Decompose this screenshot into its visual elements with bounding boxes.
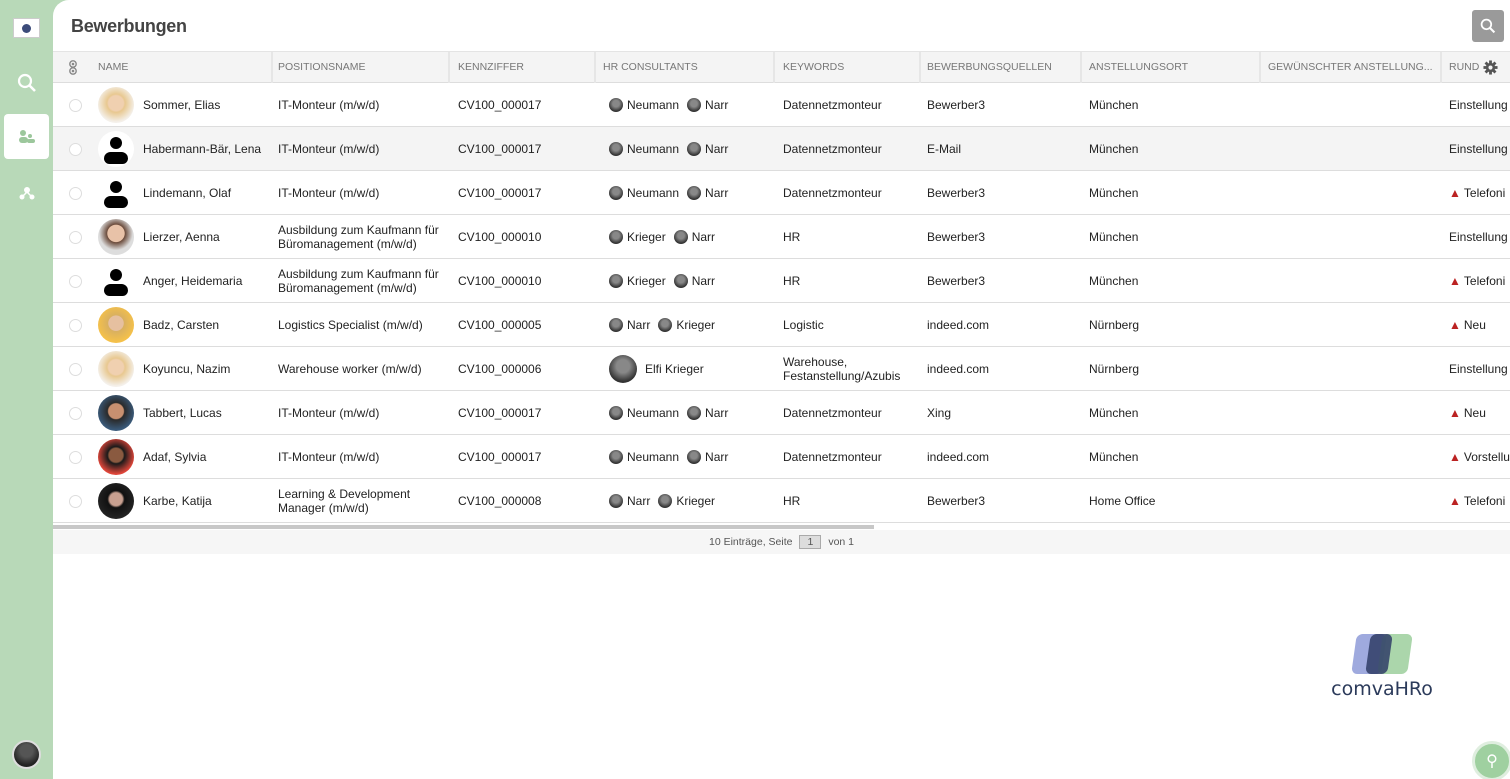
sidebar-applications-button[interactable]	[4, 114, 49, 159]
app-logo[interactable]	[13, 18, 40, 38]
consultant-chip	[609, 142, 679, 156]
round-status	[1449, 215, 1510, 258]
keywords: Datennetzmonteur	[783, 449, 882, 464]
round-status	[1449, 479, 1510, 522]
warning-icon: ▲	[1449, 405, 1461, 420]
consultant-chip	[609, 450, 679, 464]
round-status-label: Einstellung	[1449, 229, 1508, 244]
consultant-avatar	[609, 450, 623, 464]
warning-icon: ▲	[1449, 185, 1461, 200]
consultant-name: Krieger	[627, 229, 666, 244]
consultant-name: Narr	[627, 317, 651, 332]
row-select-radio[interactable]	[69, 407, 82, 420]
settings-gear-icon[interactable]	[1483, 60, 1499, 76]
applicant-name[interactable]: Adaf, Sylvia	[143, 449, 207, 464]
consultant-name: Krieger	[627, 273, 666, 288]
consultant-name: Krieger	[676, 317, 716, 332]
applicant-avatar	[98, 175, 134, 211]
consultant-chip	[687, 186, 728, 200]
consultant-avatar	[687, 406, 701, 420]
brand-logo	[1330, 630, 1434, 700]
location: München	[1089, 141, 1139, 156]
round-status-label: Einstellung	[1449, 97, 1508, 112]
kennziffer: CV100_000017	[458, 141, 542, 156]
column-header-5[interactable]: BEWERBUNGSQUELLEN	[920, 52, 1082, 83]
warning-icon: ▲	[1449, 493, 1461, 508]
column-header-0[interactable]: NAME	[98, 52, 273, 83]
consultant-chip	[609, 355, 704, 383]
applications-table	[53, 51, 1510, 523]
application-source: indeed.com	[927, 317, 990, 332]
table-row[interactable]	[53, 479, 1510, 523]
applicant-avatar	[98, 483, 134, 519]
table-row[interactable]	[53, 391, 1510, 435]
round-status-label: Neu	[1463, 405, 1486, 420]
round-status	[1449, 347, 1510, 390]
column-header-3[interactable]: HR CONSULTANTS	[596, 52, 775, 83]
applicant-avatar	[98, 219, 134, 255]
network-icon	[19, 186, 35, 200]
applicant-avatar	[98, 131, 134, 167]
consultant-avatar	[609, 406, 623, 420]
round-status-label: Telefoni	[1463, 185, 1506, 200]
round-status	[1449, 391, 1510, 434]
round-status	[1449, 303, 1510, 346]
application-source: Bewerber3	[927, 229, 986, 244]
consultant-name: Narr	[705, 449, 729, 464]
consultant-name: Narr	[705, 141, 729, 156]
consultant-avatar	[658, 318, 672, 332]
hr-consultants	[609, 391, 736, 434]
round-status-label: Einstellung	[1449, 141, 1508, 156]
consultant-name: Elfi Krieger	[645, 361, 704, 376]
applicant-avatar	[98, 307, 134, 343]
kennziffer: CV100_000005	[458, 317, 542, 332]
keywords: Datennetzmonteur	[783, 97, 882, 112]
kennziffer: CV100_000017	[458, 449, 542, 464]
consultant-chip	[609, 98, 679, 112]
consultant-name: Narr	[691, 229, 716, 244]
main-panel	[53, 0, 1510, 779]
consultant-name: Neumann	[627, 97, 680, 112]
pagination-summary: 10 Einträge, Seite	[708, 536, 793, 548]
keywords: Datennetzmonteur	[783, 185, 882, 200]
consultant-avatar	[658, 494, 672, 508]
consultant-avatar	[674, 274, 688, 288]
consultant-name: Neumann	[627, 449, 680, 464]
table-row[interactable]	[53, 127, 1510, 171]
location: München	[1089, 229, 1139, 244]
column-header-4[interactable]: KEYWORDS	[776, 52, 921, 83]
table-row[interactable]	[53, 303, 1510, 347]
position-name: Logistics Specialist (m/w/d)	[278, 317, 423, 332]
consultant-name: Neumann	[627, 405, 680, 420]
kennziffer: CV100_000008	[458, 493, 542, 508]
table-row[interactable]	[53, 171, 1510, 215]
row-select-radio[interactable]	[69, 187, 82, 200]
applicant-name[interactable]: Tabbert, Lucas	[143, 405, 222, 420]
pagination-total: von 1	[828, 536, 854, 548]
hr-consultants	[609, 347, 712, 390]
consultant-avatar	[609, 186, 623, 200]
position-name: Warehouse worker (m/w/d)	[278, 361, 422, 376]
keywords: Datennetzmonteur	[783, 405, 882, 420]
application-source: indeed.com	[927, 361, 990, 376]
consultant-avatar	[609, 318, 623, 332]
consultant-chip	[687, 98, 728, 112]
applicant-avatar	[98, 87, 134, 123]
consultant-chip	[609, 230, 666, 244]
application-source: Bewerber3	[927, 97, 986, 112]
hr-consultants	[609, 435, 736, 478]
page-title: Bewerbungen	[71, 16, 187, 36]
round-status-label: Vorstellu	[1463, 449, 1510, 464]
application-source: Xing	[927, 405, 952, 420]
applicant-name[interactable]: Koyuncu, Nazim	[143, 361, 231, 376]
page-number-input[interactable]: 1	[799, 535, 821, 549]
applicant-avatar	[98, 395, 134, 431]
application-source: indeed.com	[927, 449, 990, 464]
user-avatar[interactable]	[12, 740, 41, 769]
applicant-name[interactable]: Sommer, Elias	[143, 97, 221, 112]
consultant-chip	[609, 406, 679, 420]
consultant-avatar	[609, 230, 623, 244]
consultant-chip	[674, 274, 715, 288]
position-name: Ausbildung zum Kaufmann für Büromanagement (m/w/d)	[278, 266, 439, 295]
row-select-radio[interactable]	[69, 363, 82, 376]
help-fab-button[interactable]	[1472, 741, 1510, 779]
applicant-name[interactable]: Habermann-Bär, Lena	[143, 141, 262, 156]
column-header-6[interactable]: ANSTELLUNGSORT	[1082, 52, 1261, 83]
consultant-name: Neumann	[627, 185, 680, 200]
consultant-chip	[609, 274, 666, 288]
search-icon	[1480, 18, 1496, 34]
consultant-chip	[658, 494, 715, 508]
table-row[interactable]	[53, 347, 1510, 391]
location: München	[1089, 97, 1139, 112]
kennziffer: CV100_000010	[458, 273, 542, 288]
row-select-radio[interactable]	[69, 231, 82, 244]
row-select-radio[interactable]	[69, 495, 82, 508]
round-status-label: Neu	[1463, 317, 1486, 332]
sidebar	[0, 0, 53, 779]
consultant-chip	[687, 406, 728, 420]
consultant-name: Neumann	[627, 141, 680, 156]
location: München	[1089, 405, 1139, 420]
column-header-2[interactable]: KENNZIFFER	[451, 52, 596, 83]
round-status	[1449, 127, 1510, 170]
round-status	[1449, 171, 1510, 214]
position-name: IT-Monteur (m/w/d)	[278, 97, 380, 112]
applicant-name[interactable]: Lierzer, Aenna	[143, 229, 220, 244]
location: Nürnberg	[1089, 361, 1140, 376]
table-row[interactable]	[53, 83, 1510, 127]
row-select-radio[interactable]	[69, 319, 82, 332]
round-status-label: Telefoni	[1463, 493, 1506, 508]
position-name: IT-Monteur (m/w/d)	[278, 185, 380, 200]
round-status	[1449, 83, 1510, 126]
row-select-radio[interactable]	[69, 99, 82, 112]
location: Nürnberg	[1089, 317, 1140, 332]
hr-consultants	[609, 479, 723, 522]
sidebar-search-button[interactable]	[4, 60, 49, 105]
kennziffer: CV100_000006	[458, 361, 542, 376]
column-header-7[interactable]: GEWÜNSCHTER ANSTELLUNG...	[1261, 52, 1442, 83]
hr-consultants	[609, 83, 736, 126]
consultant-avatar	[609, 142, 623, 156]
consultant-chip	[687, 450, 728, 464]
row-select-radio[interactable]	[69, 451, 82, 464]
keywords: HR	[783, 493, 801, 508]
applicant-name[interactable]: Anger, Heidemaria	[143, 273, 243, 288]
warning-icon: ▲	[1449, 273, 1461, 288]
location: München	[1089, 185, 1139, 200]
consultant-avatar	[687, 98, 701, 112]
kennziffer: CV100_000017	[458, 97, 542, 112]
consultant-avatar	[674, 230, 688, 244]
application-source: Bewerber3	[927, 185, 986, 200]
consultant-avatar	[609, 494, 623, 508]
warning-icon: ▲	[1449, 317, 1461, 332]
keywords: Logistic	[783, 317, 824, 332]
consultant-avatar	[609, 274, 623, 288]
location: München	[1089, 449, 1139, 464]
brand-name: comvaHRo	[1331, 678, 1433, 700]
application-source: Bewerber3	[927, 273, 986, 288]
column-header-8[interactable]: RUND	[1449, 61, 1480, 73]
warning-icon: ▲	[1449, 449, 1461, 464]
location: München	[1089, 273, 1139, 288]
search-button[interactable]	[1472, 10, 1504, 42]
round-status-label: Telefoni	[1463, 273, 1506, 288]
key-icon: ⚲	[1486, 753, 1498, 770]
consultant-avatar	[609, 355, 637, 383]
hr-consultants	[609, 215, 723, 258]
pagination	[53, 530, 1510, 554]
location: Home Office	[1089, 493, 1156, 508]
keywords: Warehouse, Festanstellung/Azubis	[783, 354, 901, 383]
applicant-avatar	[98, 439, 134, 475]
hr-consultants	[609, 171, 736, 214]
kennziffer: CV100_000017	[458, 405, 542, 420]
table-row[interactable]	[53, 435, 1510, 479]
position-name: IT-Monteur (m/w/d)	[278, 141, 380, 156]
kennziffer: CV100_000010	[458, 229, 542, 244]
round-status-label: Einstellung	[1449, 361, 1508, 376]
kennziffer: CV100_000017	[458, 185, 542, 200]
position-name: IT-Monteur (m/w/d)	[278, 449, 380, 464]
keywords: HR	[783, 273, 801, 288]
row-select-radio[interactable]	[69, 143, 82, 156]
sidebar-network-button[interactable]	[4, 170, 49, 215]
round-status	[1449, 259, 1510, 302]
consultant-name: Narr	[705, 405, 729, 420]
position-name: Learning & Development Manager (m/w/d)	[278, 486, 411, 515]
consultant-name: Narr	[691, 273, 716, 288]
consultant-name: Narr	[627, 493, 651, 508]
applicant-avatar	[98, 263, 134, 299]
search-icon	[17, 73, 37, 93]
people-icon	[17, 129, 37, 145]
table-body	[53, 83, 1510, 523]
application-source: Bewerber3	[927, 493, 986, 508]
consultant-chip	[609, 318, 650, 332]
horizontal-scrollbar[interactable]	[53, 525, 874, 529]
consultant-avatar	[687, 142, 701, 156]
application-source: E-Mail	[927, 141, 962, 156]
consultant-chip	[609, 494, 650, 508]
column-toggle-icon[interactable]	[68, 60, 80, 76]
consultant-name: Narr	[705, 185, 729, 200]
consultant-chip	[687, 142, 728, 156]
applicant-name[interactable]: Lindemann, Olaf	[143, 185, 232, 200]
consultant-chip	[609, 186, 679, 200]
consultant-avatar	[609, 98, 623, 112]
applicant-avatar	[98, 351, 134, 387]
table-row[interactable]	[53, 215, 1510, 259]
table-row[interactable]	[53, 259, 1510, 303]
hr-consultants	[609, 303, 723, 346]
applicant-name[interactable]: Karbe, Katija	[143, 493, 212, 508]
consultant-chip	[674, 230, 715, 244]
consultant-name: Krieger	[676, 493, 716, 508]
column-header-1[interactable]: POSITIONSNAME	[271, 52, 450, 83]
keywords: Datennetzmonteur	[783, 141, 882, 156]
consultant-avatar	[687, 450, 701, 464]
hr-consultants	[609, 127, 736, 170]
hr-consultants	[609, 259, 723, 302]
applicant-name[interactable]: Badz, Carsten	[143, 317, 220, 332]
row-select-radio[interactable]	[69, 275, 82, 288]
keywords: HR	[783, 229, 801, 244]
position-name: IT-Monteur (m/w/d)	[278, 405, 380, 420]
consultant-chip	[658, 318, 715, 332]
position-name: Ausbildung zum Kaufmann für Büromanagement (m/w/d)	[278, 222, 439, 251]
round-status	[1449, 435, 1510, 478]
consultant-name: Narr	[705, 97, 729, 112]
table-header	[53, 51, 1510, 83]
consultant-avatar	[687, 186, 701, 200]
